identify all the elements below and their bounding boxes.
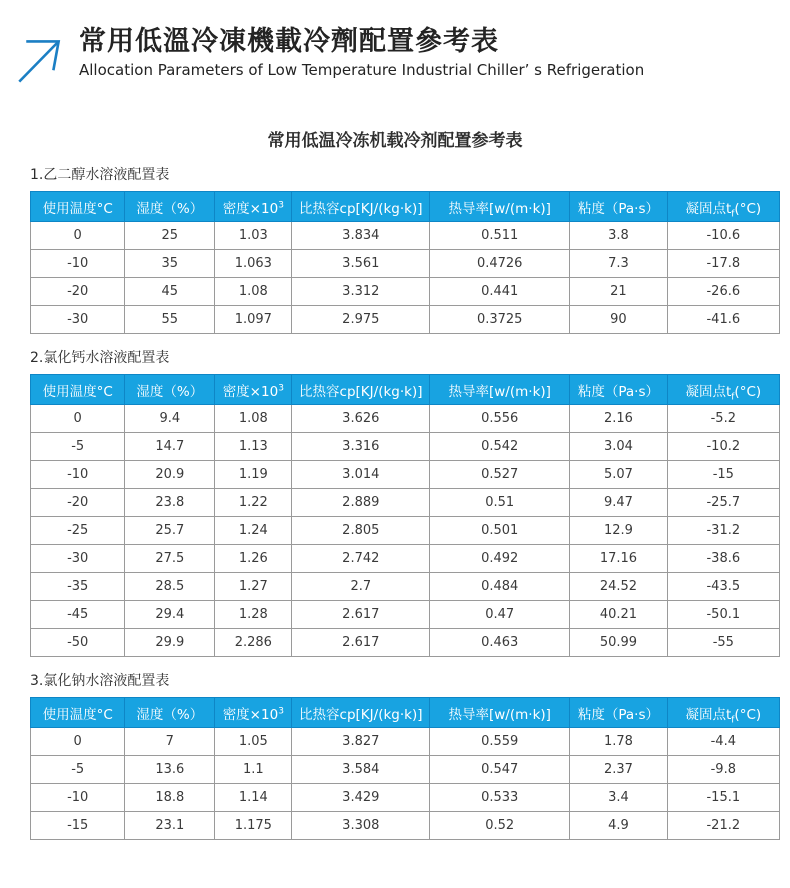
table-cell: 14.7 xyxy=(125,433,215,461)
table-cell: 9.47 xyxy=(570,489,667,517)
table-cell: 4.9 xyxy=(570,812,667,840)
table-cell: 18.8 xyxy=(125,784,215,812)
table-cell: 12.9 xyxy=(570,517,667,545)
table-cell: 0 xyxy=(31,405,125,433)
column-header: 湿度（%） xyxy=(125,192,215,222)
column-header: 凝固点$t_f(^\circ C)$ xyxy=(667,698,779,728)
table-cell: 50.99 xyxy=(570,629,667,657)
column-header: 密度$\times 10^3$ xyxy=(215,192,292,222)
table-cell: -30 xyxy=(31,545,125,573)
column-header: 密度$\times 10^3$ xyxy=(215,375,292,405)
table-cell: -5 xyxy=(31,756,125,784)
table-cell: -38.6 xyxy=(667,545,779,573)
table-cell: 3.834 xyxy=(292,222,430,250)
column-header: 使用温度°C xyxy=(31,192,125,222)
table-cell: 1.05 xyxy=(215,728,292,756)
table-cell: 0.52 xyxy=(430,812,570,840)
table-row xyxy=(31,517,780,545)
table-cell: 0.542 xyxy=(430,433,570,461)
table-cell: 3.04 xyxy=(570,433,667,461)
table-row xyxy=(31,784,780,812)
table-cell: 2.37 xyxy=(570,756,667,784)
table-cell: 3.8 xyxy=(570,222,667,250)
table-cell: 13.6 xyxy=(125,756,215,784)
table-cell: 1.1 xyxy=(215,756,292,784)
column-header: 热导率[w/(m·k)] xyxy=(430,698,570,728)
column-header: 使用温度°C xyxy=(31,375,125,405)
table-cell: 1.14 xyxy=(215,784,292,812)
table-cell: 1.27 xyxy=(215,573,292,601)
table-cell: 3.827 xyxy=(292,728,430,756)
table-cell: -43.5 xyxy=(667,573,779,601)
column-header: 密度$\times 10^3$ xyxy=(215,698,292,728)
table-cell: -10 xyxy=(31,784,125,812)
table-cell: -10.2 xyxy=(667,433,779,461)
table-cell: 1.26 xyxy=(215,545,292,573)
table-cell: 3.4 xyxy=(570,784,667,812)
table-cell: 0.441 xyxy=(430,278,570,306)
column-header: 热导率[w/(m·k)] xyxy=(430,192,570,222)
page-title: 常用低溫冷凍機載冷劑配置參考表 xyxy=(79,26,499,57)
table-cell: -21.2 xyxy=(667,812,779,840)
table-cell: 25 xyxy=(125,222,215,250)
table-cell: 35 xyxy=(125,250,215,278)
column-header: 凝固点$t_f(^\circ C)$ xyxy=(667,375,779,405)
table-row xyxy=(31,278,780,306)
column-header: 粘度（Pa·s） xyxy=(570,375,667,405)
table-cell: -5.2 xyxy=(667,405,779,433)
table-cell: 0.47 xyxy=(430,601,570,629)
table-cell: 1.19 xyxy=(215,461,292,489)
table-cell: 0.533 xyxy=(430,784,570,812)
column-header: 粘度（Pa·s） xyxy=(570,698,667,728)
table-row xyxy=(31,489,780,517)
section-ethylene-glycol xyxy=(0,167,790,334)
table-cell: 2.975 xyxy=(292,306,430,334)
table-cell: 0.492 xyxy=(430,545,570,573)
table-cell: 55 xyxy=(125,306,215,334)
table-cell: -50 xyxy=(31,629,125,657)
table-cell: 0 xyxy=(31,728,125,756)
column-header: 湿度（%） xyxy=(125,375,215,405)
table-cell: 0.559 xyxy=(430,728,570,756)
page-subtitle: Allocation Parameters of Low Temperature Industrial Chiller’ s Refrigeration xyxy=(79,61,645,79)
content xyxy=(0,130,790,840)
table-cell: 23.1 xyxy=(125,812,215,840)
table-cell: 0.501 xyxy=(430,517,570,545)
table-cell: 1.24 xyxy=(215,517,292,545)
calcium-chloride-table xyxy=(30,374,780,657)
brand-text xyxy=(79,26,644,80)
table-cell: 3.584 xyxy=(292,756,430,784)
table-cell: 2.286 xyxy=(215,629,292,657)
table-cell: 29.9 xyxy=(125,629,215,657)
section-sodium-chloride xyxy=(0,673,790,840)
table-cell: -20 xyxy=(31,489,125,517)
header-row xyxy=(31,192,780,222)
sodium-chloride-table xyxy=(30,697,780,840)
table-row xyxy=(31,222,780,250)
table-cell: 3.308 xyxy=(292,812,430,840)
table-cell: -41.6 xyxy=(667,306,779,334)
table-cell: 0.511 xyxy=(430,222,570,250)
table-row xyxy=(31,306,780,334)
table-cell: 2.742 xyxy=(292,545,430,573)
table-cell: -9.8 xyxy=(667,756,779,784)
table-cell: -10 xyxy=(31,461,125,489)
table-cell: 21 xyxy=(570,278,667,306)
table-cell: 2.889 xyxy=(292,489,430,517)
table-row xyxy=(31,250,780,278)
table-cell: -17.8 xyxy=(667,250,779,278)
table-cell: 2.617 xyxy=(292,629,430,657)
table-cell: -15.1 xyxy=(667,784,779,812)
table-row xyxy=(31,728,780,756)
table-cell: 2.617 xyxy=(292,601,430,629)
table-cell: 1.08 xyxy=(215,278,292,306)
column-header: 比热容cp[KJ/(kg·k)] xyxy=(292,375,430,405)
table-cell: 3.626 xyxy=(292,405,430,433)
table-cell: 1.063 xyxy=(215,250,292,278)
table-cell: -4.4 xyxy=(667,728,779,756)
column-header: 湿度（%） xyxy=(125,698,215,728)
table-cell: 7 xyxy=(125,728,215,756)
table-row xyxy=(31,405,780,433)
table-cell: 0.3725 xyxy=(430,306,570,334)
table-cell: 0.556 xyxy=(430,405,570,433)
table-cell: -10.6 xyxy=(667,222,779,250)
table-cell: 1.175 xyxy=(215,812,292,840)
table-cell: 3.312 xyxy=(292,278,430,306)
table-cell: 1.13 xyxy=(215,433,292,461)
section-label-ethylene-glycol: 1.乙二醇水溶液配置表 xyxy=(30,167,170,183)
table-cell: -15 xyxy=(667,461,779,489)
column-header: 使用温度°C xyxy=(31,698,125,728)
table-cell: 29.4 xyxy=(125,601,215,629)
column-header: 比热容cp[KJ/(kg·k)] xyxy=(292,698,430,728)
table-cell: 17.16 xyxy=(570,545,667,573)
table-cell: 0.484 xyxy=(430,573,570,601)
document-title: 常用低温冷冻机载冷剂配置参考表 xyxy=(267,131,523,151)
header-row xyxy=(31,375,780,405)
table-cell: 0.463 xyxy=(430,629,570,657)
table-cell: 20.9 xyxy=(125,461,215,489)
table-row xyxy=(31,756,780,784)
table-cell: 1.097 xyxy=(215,306,292,334)
table-cell: 1.08 xyxy=(215,405,292,433)
table-cell: -26.6 xyxy=(667,278,779,306)
table-cell: -55 xyxy=(667,629,779,657)
table-cell: -5 xyxy=(31,433,125,461)
table-cell: 7.3 xyxy=(570,250,667,278)
table-cell: -31.2 xyxy=(667,517,779,545)
table-cell: 3.316 xyxy=(292,433,430,461)
column-header: 比热容cp[KJ/(kg·k)] xyxy=(292,192,430,222)
table-row xyxy=(31,545,780,573)
table-cell: -25 xyxy=(31,517,125,545)
table-cell: 24.52 xyxy=(570,573,667,601)
table-cell: 5.07 xyxy=(570,461,667,489)
arrow-up-right-icon xyxy=(13,30,71,86)
table-cell: 45 xyxy=(125,278,215,306)
table-cell: 28.5 xyxy=(125,573,215,601)
table-row xyxy=(31,461,780,489)
table-cell: 1.22 xyxy=(215,489,292,517)
section-label-calcium-chloride: 2.氯化钙水溶液配置表 xyxy=(30,350,170,366)
column-header: 粘度（Pa·s） xyxy=(570,192,667,222)
table-cell: 90 xyxy=(570,306,667,334)
table-cell: -15 xyxy=(31,812,125,840)
table-cell: 1.28 xyxy=(215,601,292,629)
header-row xyxy=(31,698,780,728)
table-cell: 2.16 xyxy=(570,405,667,433)
table-cell: 1.78 xyxy=(570,728,667,756)
table-cell: 0.547 xyxy=(430,756,570,784)
table-cell: 25.7 xyxy=(125,517,215,545)
table-row xyxy=(31,629,780,657)
table-row xyxy=(31,812,780,840)
table-cell: 3.429 xyxy=(292,784,430,812)
table-cell: 3.561 xyxy=(292,250,430,278)
page-header xyxy=(13,26,790,86)
section-label-sodium-chloride: 3.氯化钠水溶液配置表 xyxy=(30,673,170,689)
table-row xyxy=(31,573,780,601)
table-cell: -50.1 xyxy=(667,601,779,629)
ethylene-glycol-table xyxy=(30,191,780,334)
table-row xyxy=(31,433,780,461)
table-cell: -20 xyxy=(31,278,125,306)
table-cell: 0.527 xyxy=(430,461,570,489)
table-cell: -45 xyxy=(31,601,125,629)
table-cell: -30 xyxy=(31,306,125,334)
table-cell: 2.7 xyxy=(292,573,430,601)
table-cell: 0.51 xyxy=(430,489,570,517)
table-cell: 2.805 xyxy=(292,517,430,545)
table-cell: 0 xyxy=(31,222,125,250)
column-header: 热导率[w/(m·k)] xyxy=(430,375,570,405)
table-cell: 40.21 xyxy=(570,601,667,629)
table-cell: -35 xyxy=(31,573,125,601)
table-row xyxy=(31,601,780,629)
section-calcium-chloride xyxy=(0,350,790,657)
table-cell: 3.014 xyxy=(292,461,430,489)
table-cell: 27.5 xyxy=(125,545,215,573)
table-cell: -10 xyxy=(31,250,125,278)
table-cell: 23.8 xyxy=(125,489,215,517)
table-cell: -25.7 xyxy=(667,489,779,517)
table-cell: 9.4 xyxy=(125,405,215,433)
table-cell: 1.03 xyxy=(215,222,292,250)
column-header: 凝固点$t_f(^\circ C)$ xyxy=(667,192,779,222)
table-cell: 0.4726 xyxy=(430,250,570,278)
